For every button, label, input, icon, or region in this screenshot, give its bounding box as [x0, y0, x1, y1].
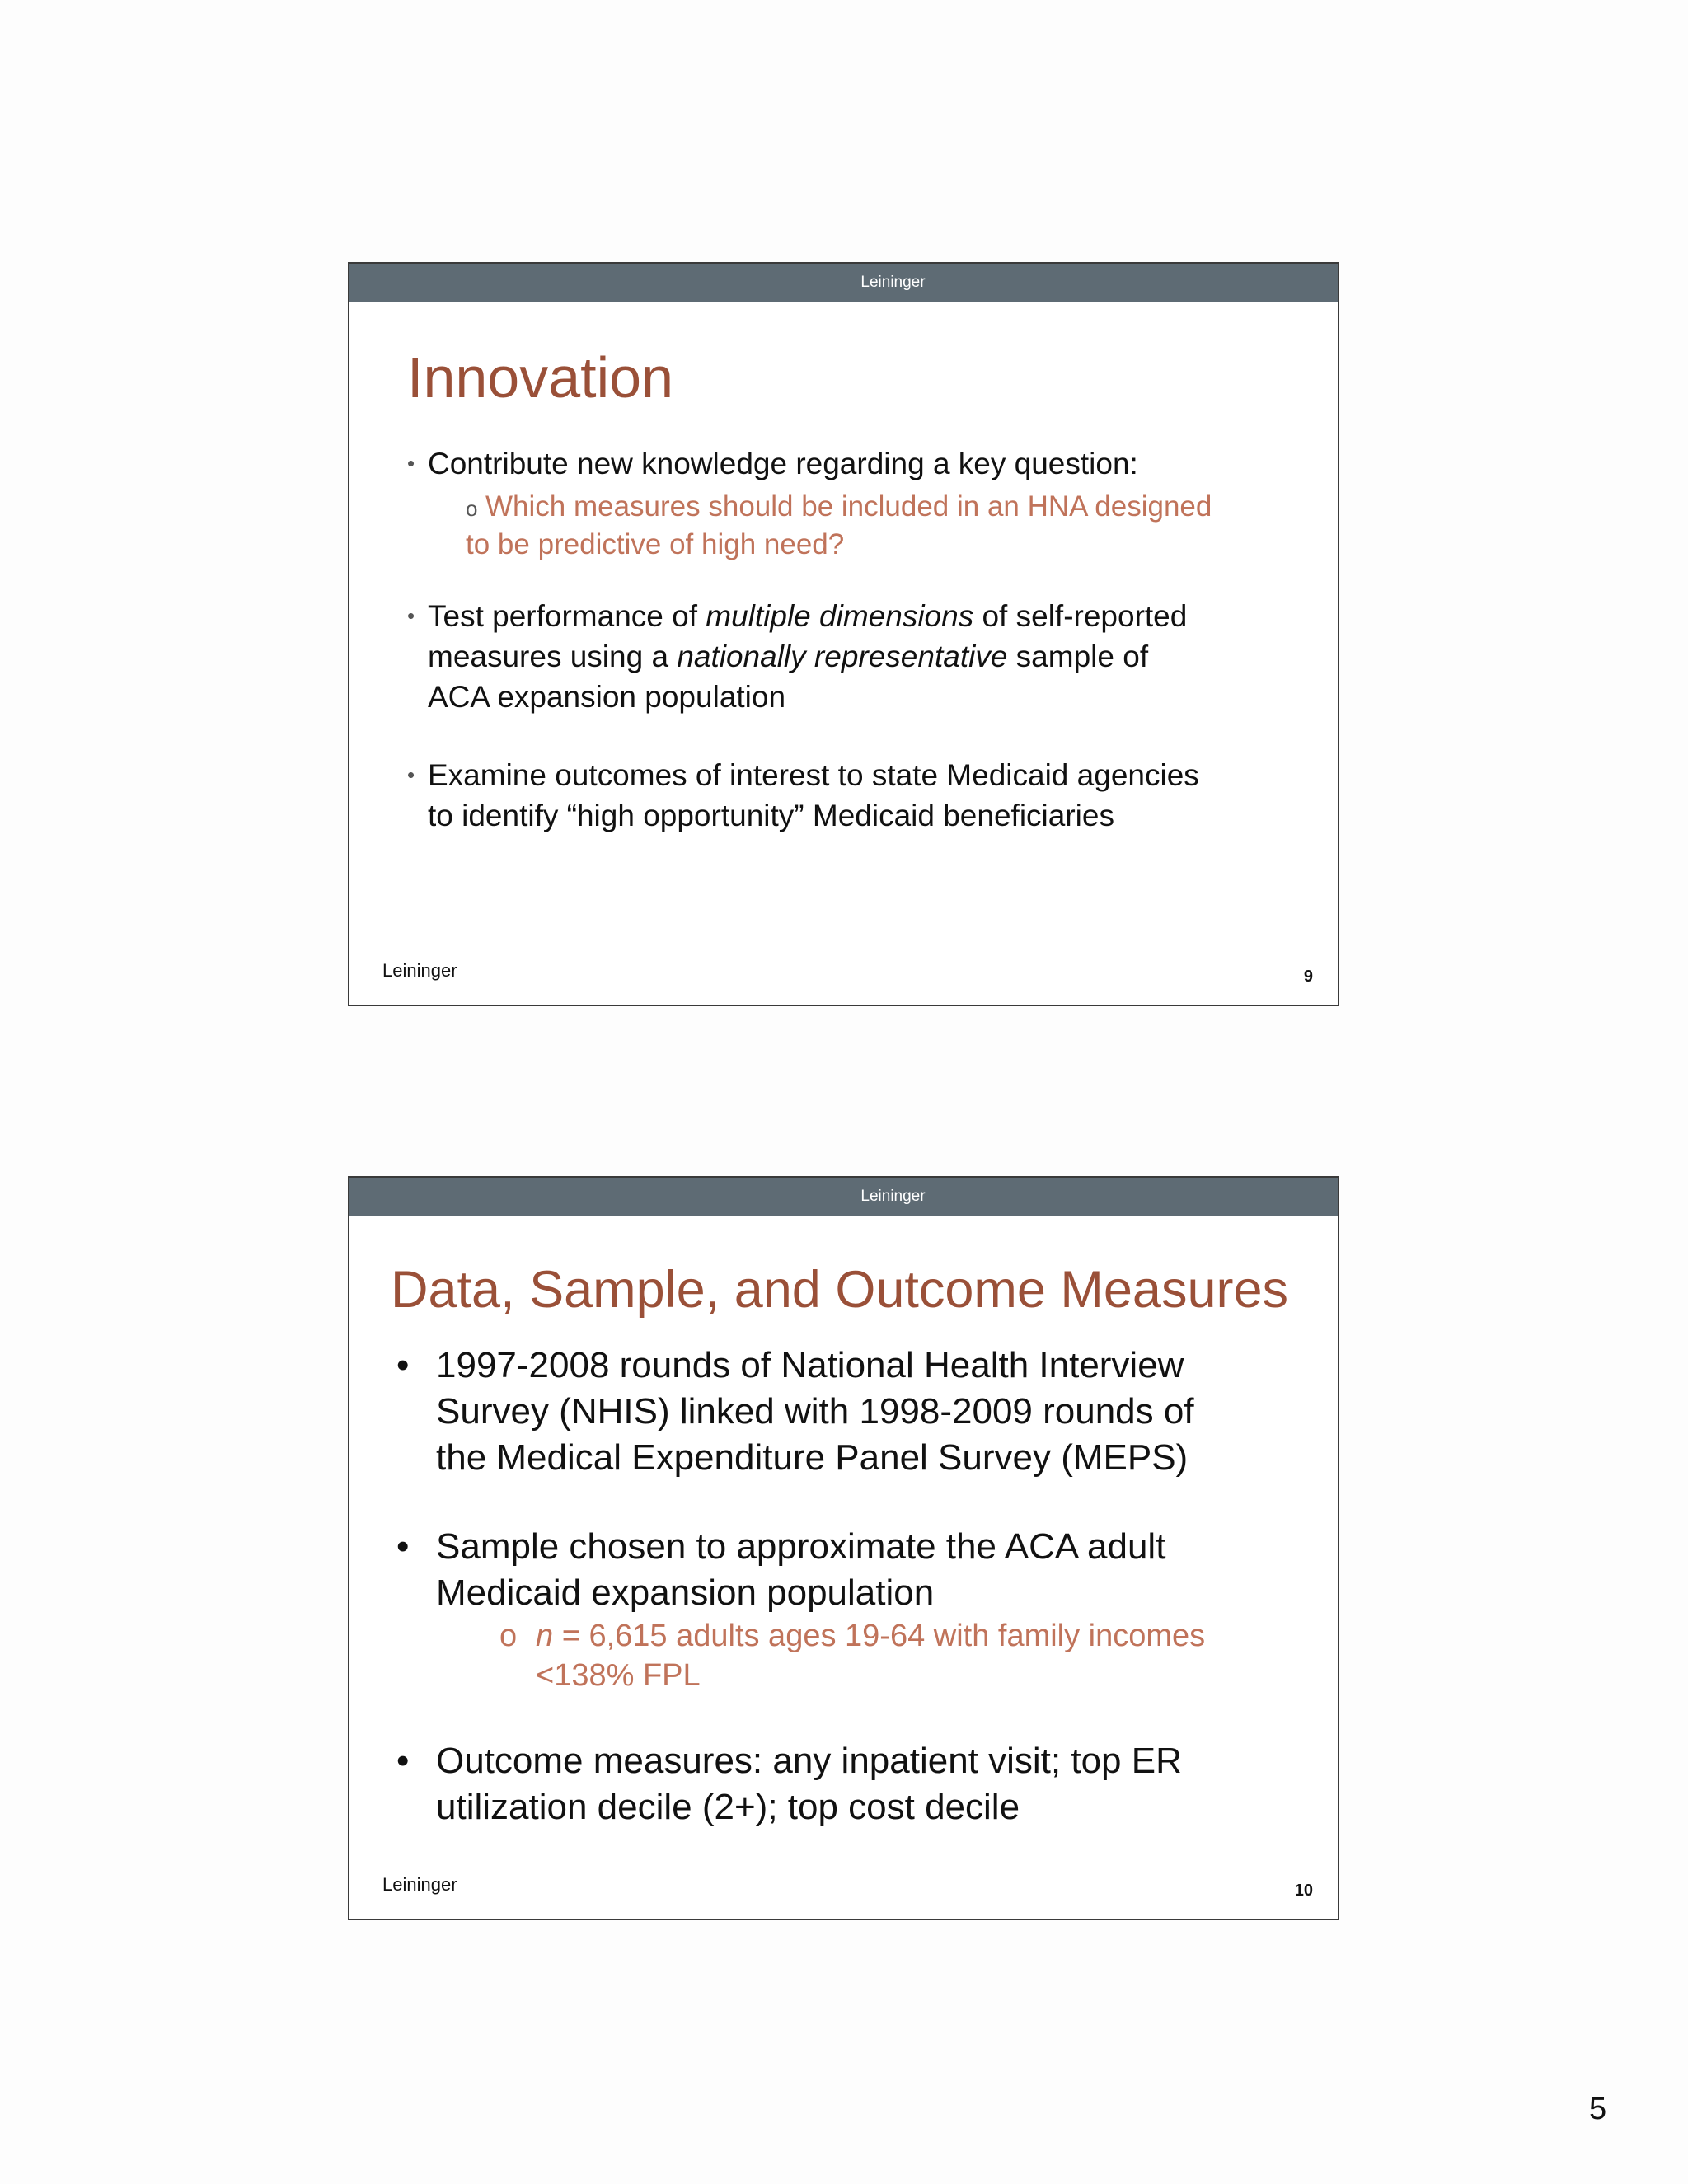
bullet-line: Sample chosen to approximate the ACA adult	[436, 1526, 1166, 1567]
bullet-item	[396, 1524, 1166, 1616]
sub-bullet-item	[499, 1616, 1206, 1695]
circle-bullet-icon: o	[466, 496, 478, 521]
bullet-line: Test performance of multiple dimensions of self-reported	[428, 599, 1188, 633]
bullet-dot-icon: •	[407, 762, 415, 787]
slide-header-bar: Leininger	[349, 1178, 1338, 1216]
slide-title: Data, Sample, and Outcome Measures	[391, 1261, 1289, 1319]
bullet-line: utilization decile (2+); top cost decile	[436, 1787, 1020, 1827]
bullet-line: measures using a nationally representative sample of	[428, 640, 1149, 673]
bullet-item	[407, 443, 1138, 484]
sub-bullet-line: Which measures should be included in an HNA designed	[485, 490, 1212, 523]
bullet-dot-icon: •	[396, 1526, 410, 1567]
slide-data-sample-outcomes	[348, 1176, 1339, 1920]
slide-header-bar: Leininger	[349, 264, 1338, 302]
sub-bullet-line: to be predictive of high need?	[466, 528, 845, 560]
bullet-line: to identify “high opportunity” Medicaid beneficiaries	[428, 799, 1114, 832]
bullet-line: Outcome measures: any inpatient visit; top ER	[436, 1741, 1182, 1781]
slide-footer-author: Leininger	[382, 960, 457, 981]
bullet-line: Examine outcomes of interest to state Medicaid agencies	[428, 758, 1199, 792]
circle-bullet-icon: o	[499, 1619, 518, 1653]
sub-bullet-item	[466, 488, 1212, 564]
bullet-item	[396, 1738, 1182, 1830]
bullet-line: 1997-2008 rounds of National Health Interview	[436, 1345, 1184, 1385]
bullet-dot-icon: •	[396, 1741, 410, 1781]
slide-number: 10	[1294, 1882, 1313, 1900]
slide-title: Innovation	[407, 345, 674, 410]
sub-bullet-line: n = 6,615 adults ages 19-64 with family incomes	[536, 1619, 1206, 1653]
bullet-item	[407, 755, 1199, 836]
bullet-dot-icon: •	[407, 451, 415, 476]
bullet-line: the Medical Expenditure Panel Survey (MEPS)	[436, 1437, 1189, 1478]
bullet-item	[407, 596, 1188, 717]
sub-bullet-line: <138% FPL	[536, 1658, 701, 1693]
bullet-line: ACA expansion population	[428, 680, 786, 714]
slide-number: 9	[1303, 968, 1313, 986]
page-number: 5	[1589, 2092, 1607, 2126]
bullet-dot-icon: •	[407, 603, 415, 628]
bullet-dot-icon: •	[396, 1345, 410, 1385]
bullet-line: Survey (NHIS) linked with 1998-2009 rounds of	[436, 1391, 1194, 1432]
bullet-item	[396, 1343, 1194, 1481]
bullet-line: Medicaid expansion population	[436, 1572, 935, 1613]
slide-innovation	[348, 262, 1339, 1006]
bullet-text: Contribute new knowledge regarding a key question:	[428, 447, 1138, 480]
slide-footer-author: Leininger	[382, 1874, 457, 1895]
